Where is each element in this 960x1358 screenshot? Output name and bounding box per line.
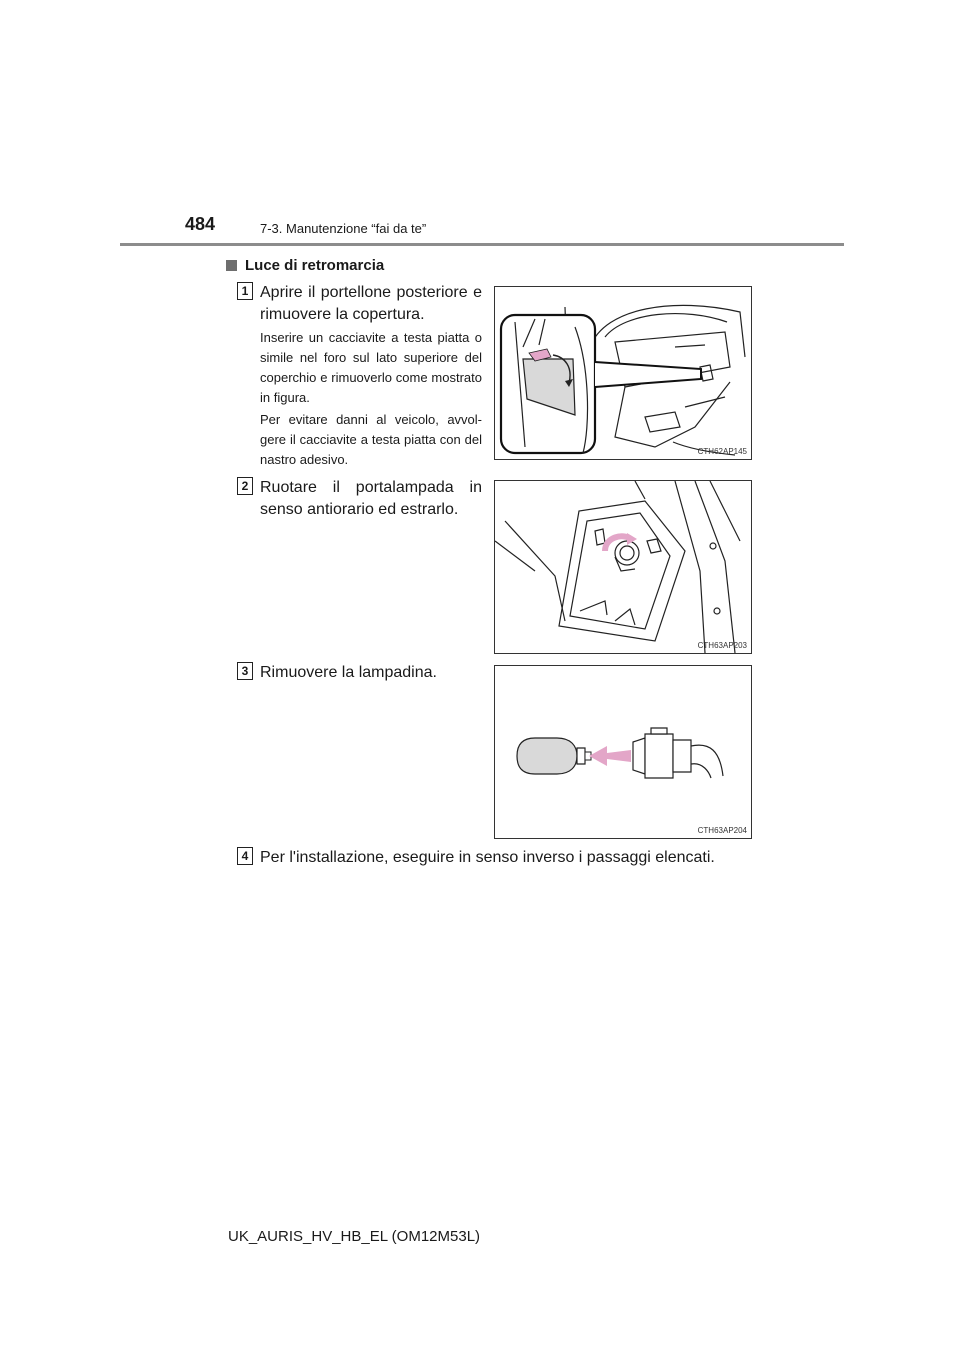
figure-code: CTH63AP203 [697,641,747,650]
footer-document-id: UK_AURIS_HV_HB_EL (OM12M53L) [228,1228,481,1245]
step-2-text: Ruotare il portalampada in senso antiorario ed estrarlo. [260,479,482,518]
section-title: 7-3. Manutenzione “fai da te” [260,221,427,236]
step-3-text: Rimuovere la lampadina. [260,664,437,681]
step-4-text: Per l'installazione, eseguire in senso inverso i passaggi elencati. [260,849,715,866]
figure-code: CTH62AP145 [697,447,747,456]
figure-bulb-removal [494,665,752,839]
bulb-holder-illustration [495,481,751,653]
step-1-note-1: Inserire un cacciavite a testa piatta o simile nel foro sul lato superiore del coperchio e rimuoverlo come mostrato in figura. [260,330,482,405]
step-number-3: 3 [237,662,253,680]
section-heading [226,257,384,274]
step-number-1: 1 [237,282,253,300]
heading-text: Luce di retromarcia [245,257,385,274]
figure-code: CTH63AP204 [697,826,747,835]
page-number: 484 [185,214,216,234]
step-number-2: 2 [237,477,253,495]
step-1-note-2: Per evitare danni al veicolo, avvol-gere il cacciavite a testa piatta con del nastro adesivo. [260,412,482,467]
header-divider [120,243,844,246]
figure-tailgate-cover [494,286,752,460]
figure-bulb-holder [494,480,752,654]
step-number-4: 4 [237,847,253,865]
step-1-text: Aprire il portellone posteriore e rimuovere la copertura. [260,284,482,323]
tailgate-illustration [495,287,751,459]
square-bullet-icon [226,260,237,271]
bulb-removal-illustration [495,666,751,838]
